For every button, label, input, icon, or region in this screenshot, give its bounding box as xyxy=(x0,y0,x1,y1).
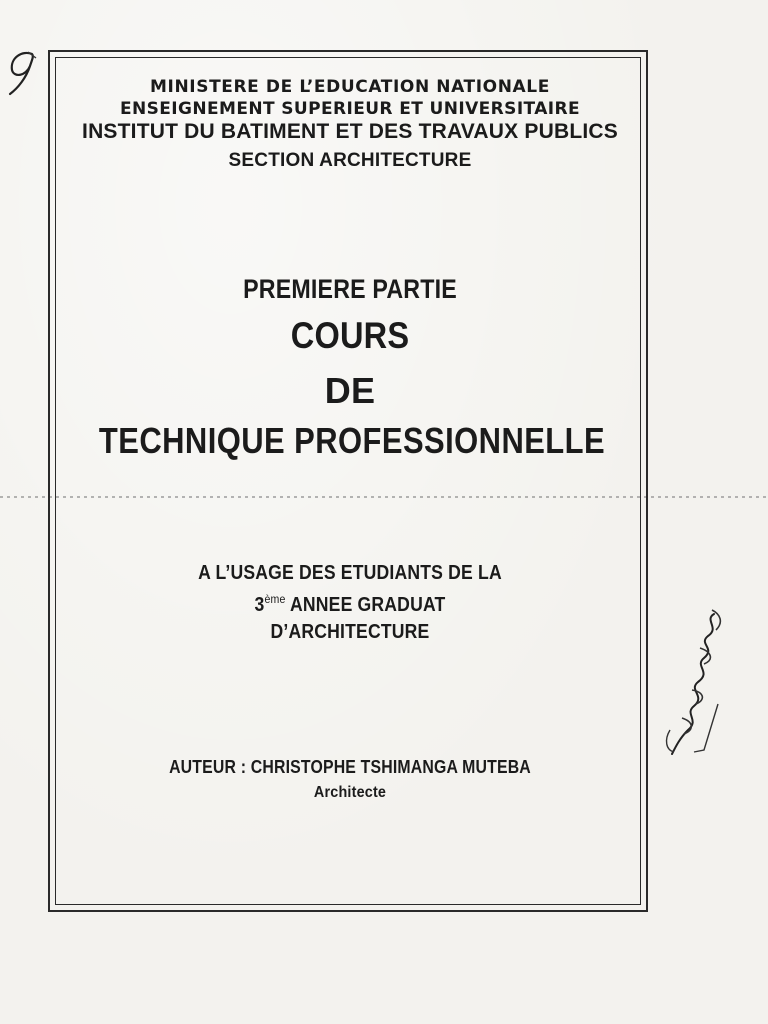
title-line-cours: COURS xyxy=(290,315,410,356)
program-line: D’ARCHITECTURE xyxy=(270,621,430,643)
author-title: Architecte xyxy=(313,784,387,801)
year-program: ANNEE GRADUAT xyxy=(285,594,446,616)
section-heading: SECTION ARCHITECTURE xyxy=(228,150,472,171)
handwritten-page-number xyxy=(2,48,42,100)
ministry-heading: MINISTERE DE L’EDUCATION NATIONALE xyxy=(150,77,550,97)
author-line: AUTEUR : CHRISTOPHE TSHIMANGA MUTEBA xyxy=(169,757,531,777)
education-branch-heading: ENSEIGNEMENT SUPERIEUR ET UNIVERSITAIRE xyxy=(119,99,581,119)
year-number: 3 xyxy=(254,594,265,616)
part-label: PREMIERE PARTIE xyxy=(243,274,457,304)
audience-line: A L’USAGE DES ETUDIANTS DE LA xyxy=(198,562,502,584)
institute-heading: INSTITUT DU BATIMENT ET DES TRAVAUX PUBLICS xyxy=(82,120,618,143)
year-level-line xyxy=(95,592,605,617)
title-line-de: DE xyxy=(324,370,376,411)
handwritten-signature xyxy=(654,600,734,770)
course-title: TECHNIQUE PROFESSIONNELLE xyxy=(98,420,606,461)
year-ordinal-suffix: ème xyxy=(264,592,286,606)
